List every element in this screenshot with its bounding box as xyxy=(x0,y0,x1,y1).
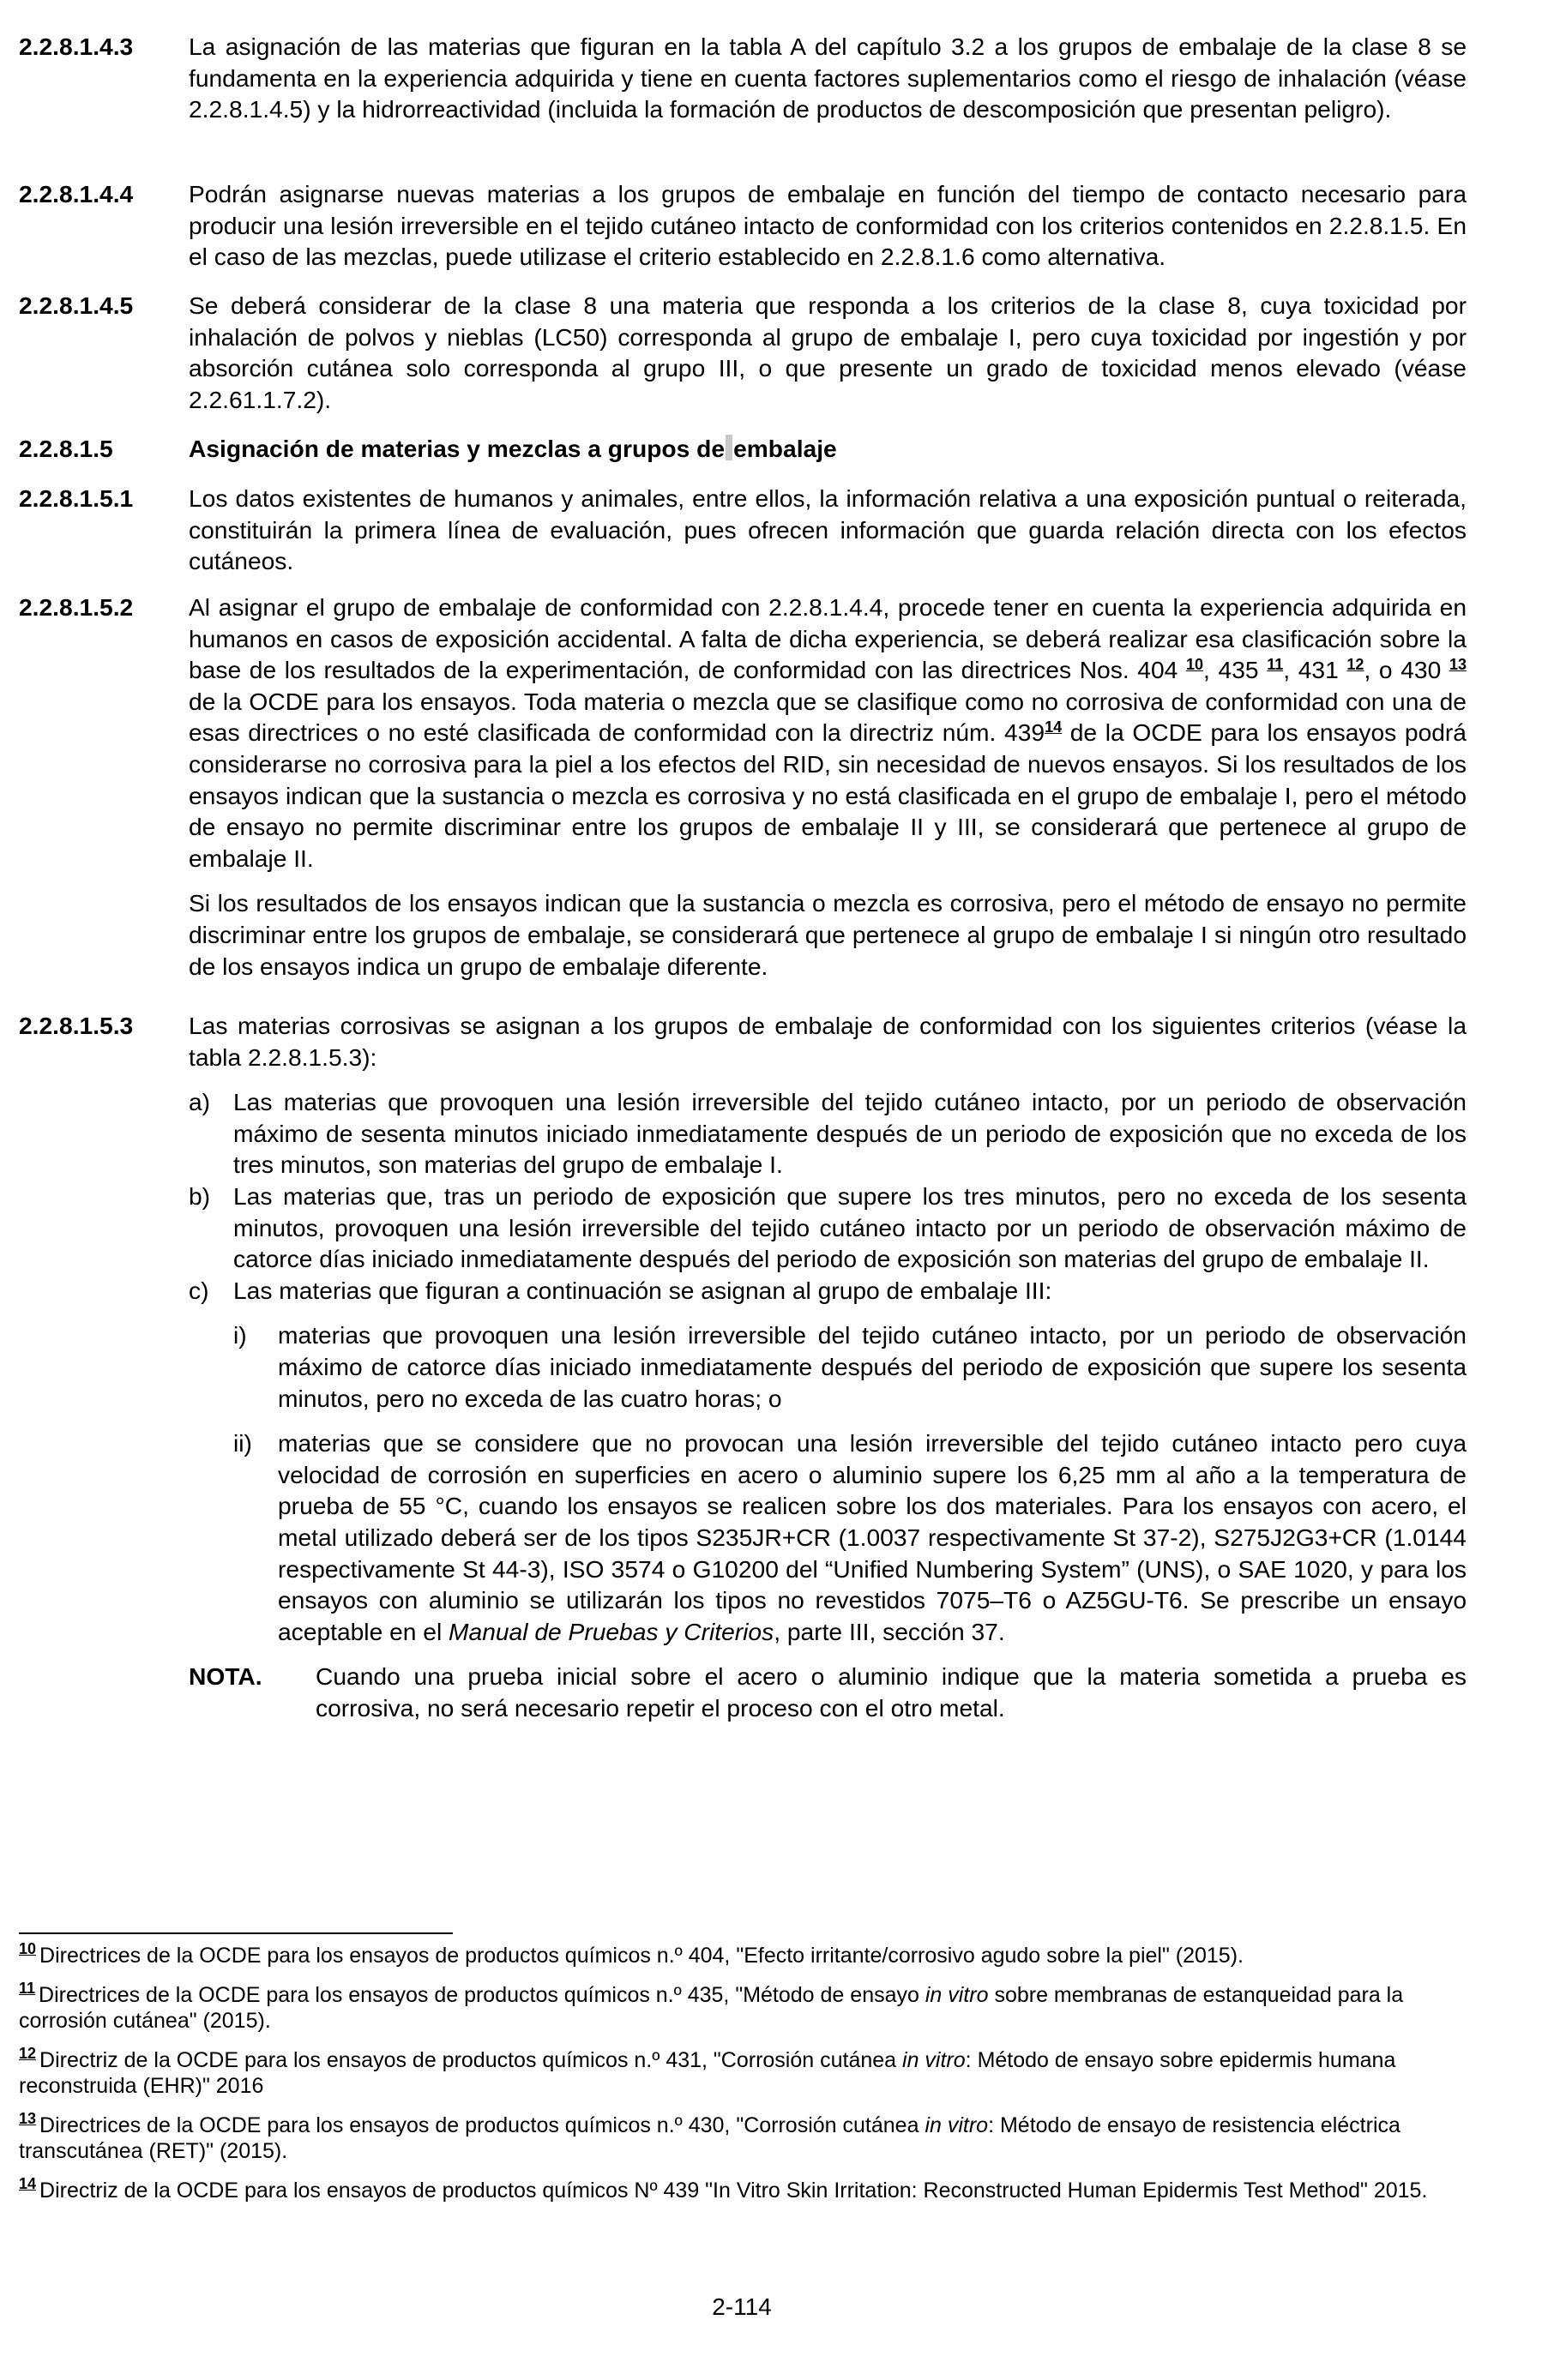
section-heading-part-2: embalaje xyxy=(733,435,837,462)
footnotes xyxy=(19,1940,1443,2217)
footnote-ref-14[interactable]: 14 xyxy=(1045,718,1063,736)
footnote-number: 14 xyxy=(19,2175,37,2192)
section-text: Se deberá considerar de la clase 8 una materia que responda a los criterios de la clase 8, cuya toxicidad por inhalación de polvos y nieblas (LC50) corresponda al grupo de embalaje I, pero cuya toxicidad por ingestión y por absorción cutánea solo corresponda al grupo III, o que presente un grado de toxicidad menos elevado (véase 2.2.61.1.7.2). xyxy=(189,291,1467,413)
text-run: Al asignar el grupo de embalaje de conformidad con 2.2.8.1.4.4, procede tener en cuenta la experiencia adquirida en humanos en casos de exposición accidental. A falta de dicha experiencia, se deberá realizar esa clasificación sobre la base de los resultados de la experimentación, de conformidad con las directrices Nos. 404 xyxy=(189,593,1467,684)
footnote-10 xyxy=(19,1940,1443,1968)
section-text: La asignación de las materias que figuran en la tabla A del capítulo 3.2 a los grupos de embalaje de la clase 8 se fundamenta en la experiencia adquirida y tiene en cuenta factores suplementarios como el riesgo de inhalación (véase 2.2.8.1.4.5) y la hidrorreactividad (incluida la formación de productos de descomposición que presentan peligro). xyxy=(189,33,1467,123)
section-number: 2.2.8.1.4.5 xyxy=(19,291,134,319)
section-heading-part-1: Asignación de materias y mezclas a grupos de xyxy=(189,435,726,462)
footnote-number: 13 xyxy=(19,2110,37,2127)
section-number: 2.2.8.1.5.2 xyxy=(19,593,134,621)
section-text: Podrán asignarse nuevas materias a los grupos de embalaje en función del tiempo de contacto necesario para producir una lesión irreversible en el tejido cutáneo intacto de conformidad con los criterios contenidos en 2.2.8.1.5. En el caso de las mezclas, puede utilizase el criterio establecido en 2.2.8.1.6 como alternativa. xyxy=(189,180,1467,271)
list-intro: Las materias que figuran a continuación se asignan al grupo de embalaje III: xyxy=(233,1276,1052,1304)
sublist-label: ii) xyxy=(233,1429,252,1457)
page-number: 2-114 xyxy=(712,2293,772,2320)
list-text xyxy=(233,1275,1467,1648)
section-number: 2.2.8.1.4.3 xyxy=(19,33,134,60)
list-text: Las materias que provoquen una lesión irreversible del tejido cutáneo intacto, por un periodo de observación máximo de sesenta minutos iniciado inmediatamente después de un periodo de exposición que no exceda de los tres minutos, son materias del grupo de embalaje I. xyxy=(233,1088,1467,1179)
sublist-item-i xyxy=(233,1319,1467,1414)
text-run: , o 430 xyxy=(1364,656,1442,684)
footnote-number: 12 xyxy=(19,2045,37,2062)
text-run: : Método de ensayo sobre epidermis humana reconstruida (EHR)" 2016 xyxy=(19,2048,1396,2098)
section-number: 2.2.8.1.4.4 xyxy=(19,180,134,207)
section-body xyxy=(189,592,1467,982)
note-label: NOTA. xyxy=(189,1662,262,1691)
text-run: de la OCDE para los ensayos podrá considerarse no corrosiva para la piel a los efectos del RID, sin necesidad de nuevos ensayos. Si los resultados de los ensayos indican que la sustancia o mezcla es corrosiva y no está clasificada en el grupo de embalaje I, pero el método de ensayo no permite discriminar entre los grupos de embalaje II y III, se considerará que pertenece al grupo de embalaje II. xyxy=(189,718,1467,872)
text-run: , parte III, sección 37. xyxy=(774,1617,1005,1645)
list-item-a xyxy=(189,1086,1467,1181)
footnote-text: Directrices de la OCDE para los ensayos de productos químicos n.º 404, "Efecto irritante/corrosivo agudo sobre la piel" (2015). xyxy=(39,1944,1244,1968)
footnote-14 xyxy=(19,2175,1443,2203)
section-2-2-8-1-5-heading xyxy=(19,433,1467,465)
footnote-ref-12[interactable]: 12 xyxy=(1346,656,1364,674)
italic-run: in vitro xyxy=(902,2048,966,2072)
section-number: 2.2.8.1.5.1 xyxy=(19,484,134,512)
sublist-text: materias que provoquen una lesión irreversible del tejido cutáneo intacto, por un periodo de observación máximo de catorce días iniciado inmediatamente después del periodo de exposición que supere los sesenta minutos, pero no exceda de las cuatro horas; o xyxy=(278,1321,1467,1412)
italic-title: Manual de Pruebas y Criterios xyxy=(449,1617,774,1645)
footnote-number: 10 xyxy=(19,1940,37,1957)
footnote-number: 11 xyxy=(19,1980,36,1997)
text-run: : Método de ensayo de resistencia eléctrica transcutánea (RET)" (2015). xyxy=(19,2113,1400,2163)
italic-run: in vitro xyxy=(925,1983,989,2007)
footnote-separator xyxy=(19,1932,453,1934)
sublist-item-ii xyxy=(233,1427,1467,1647)
footnote-ref-10[interactable]: 10 xyxy=(1186,656,1204,674)
list-item-c xyxy=(189,1275,1467,1648)
section-paragraph xyxy=(189,592,1467,874)
text-run: sobre membranas de estanqueidad para la corrosión cutánea" (2015). xyxy=(19,1983,1404,2033)
section-number: 2.2.8.1.5.3 xyxy=(19,1012,134,1039)
section-body xyxy=(189,1010,1467,1723)
italic-run: in vitro xyxy=(925,2113,989,2137)
list-label: a) xyxy=(189,1088,211,1116)
section-2-2-8-1-4-5 xyxy=(19,290,1467,415)
section-2-2-8-1-5-1 xyxy=(19,483,1467,577)
footnote-11 xyxy=(19,1982,1443,2034)
list-label: c) xyxy=(189,1276,209,1304)
section-2-2-8-1-4-4 xyxy=(19,178,1467,273)
footnote-text: Directriz de la OCDE para los ensayos de productos químicos Nº 439 "In Vitro Skin Irritation: Reconstructed Human Epidermis Test Method" 2015. xyxy=(39,2179,1428,2203)
footnote-12 xyxy=(19,2047,1443,2099)
text-run: , 435 xyxy=(1203,656,1259,684)
text-run: de la OCDE para los ensayos. Toda materia o mezcla que se clasifique como no corrosiva de conformidad con una de esas directrices o no esté clasificada de conformidad con la directriz núm. 439 xyxy=(189,687,1467,747)
text-cursor-marker xyxy=(726,435,732,460)
note-text: Cuando una prueba inicial sobre el acero o aluminio indique que la materia sometida a prueba es corrosiva, no será necesario repetir el proceso con el otro metal. xyxy=(316,1662,1467,1722)
section-2-2-8-1-5-3 xyxy=(19,1010,1467,1723)
section-text: Los datos existentes de humanos y animales, entre ellos, la información relativa a una exposición puntual o reiterada, constituirán la primera línea de evaluación, pues ofrecen información que guarda relación directa con los efectos cutáneos. xyxy=(189,484,1467,575)
text-run: Directrices de la OCDE para los ensayos de productos químicos n.º 430, "Corrosión cutánea xyxy=(39,2113,925,2137)
section-heading xyxy=(189,433,1467,465)
footnote-ref-13[interactable]: 13 xyxy=(1449,656,1467,674)
text-run: Directrices de la OCDE para los ensayos de productos químicos n.º 435, "Método de ensayo xyxy=(39,1983,925,2007)
section-2-2-8-1-4-3 xyxy=(19,31,1467,125)
section-2-2-8-1-5-2 xyxy=(19,592,1467,982)
note xyxy=(189,1661,1467,1723)
footnote-13 xyxy=(19,2110,1443,2164)
sublist-text xyxy=(278,1427,1467,1647)
section-intro: Las materias corrosivas se asignan a los grupos de embalaje de conformidad con los siguientes criterios (véase la tabla 2.2.8.1.5.3): xyxy=(189,1012,1467,1071)
text-run: , 431 xyxy=(1283,656,1339,684)
footnote-ref-11[interactable]: 11 xyxy=(1267,656,1284,674)
section-number: 2.2.8.1.5 xyxy=(19,435,113,462)
text-run: Directriz de la OCDE para los ensayos de productos químicos n.º 431, "Corrosión cutánea xyxy=(39,2048,903,2072)
text-run: materias que se considere que no provocan una lesión irreversible del tejido cutáneo intacto pero cuya velocidad de corrosión en superficies en acero o aluminio supere los 6,25 mm al año a la temperatura de prueba de 55 °C, cuando los ensayos se realicen sobre los dos materiales. Para los ensayos con acero, el metal utilizado deberá ser de los tipos S235JR+CR (1.0037 respectivamente St 37-2), S275J2G3+CR (1.0144 respectivamente St 44-3), ISO 3574 o G10200 del “Unified Numbering System” (UNS), o SAE 1020, y para los ensayos con aluminio se utilizarán los tipos no revestidos 7075–T6 o AZ5GU-T6. Se prescribe un ensayo aceptable en el xyxy=(278,1429,1467,1645)
list-text: Las materias que, tras un periodo de exposición que supere los tres minutos, pero no exceda de los sesenta minutos, provoquen una lesión irreversible del tejido cutáneo intacto por un periodo de observación máximo de catorce días iniciado inmediatamente después del periodo de exposición son materias del grupo de embalaje II. xyxy=(233,1181,1467,1273)
list-item-b xyxy=(189,1181,1467,1275)
section-paragraph-2: Si los resultados de los ensayos indican que la sustancia o mezcla es corrosiva, pero el método de ensayo no permite discriminar entre los grupos de embalaje, se considerará que pertenece al grupo de embalaje I si ningún otro resultado de los ensayos indica un grupo de embalaje diferente. xyxy=(189,889,1467,980)
sublist-label: i) xyxy=(233,1321,247,1349)
list-label: b) xyxy=(189,1181,211,1210)
